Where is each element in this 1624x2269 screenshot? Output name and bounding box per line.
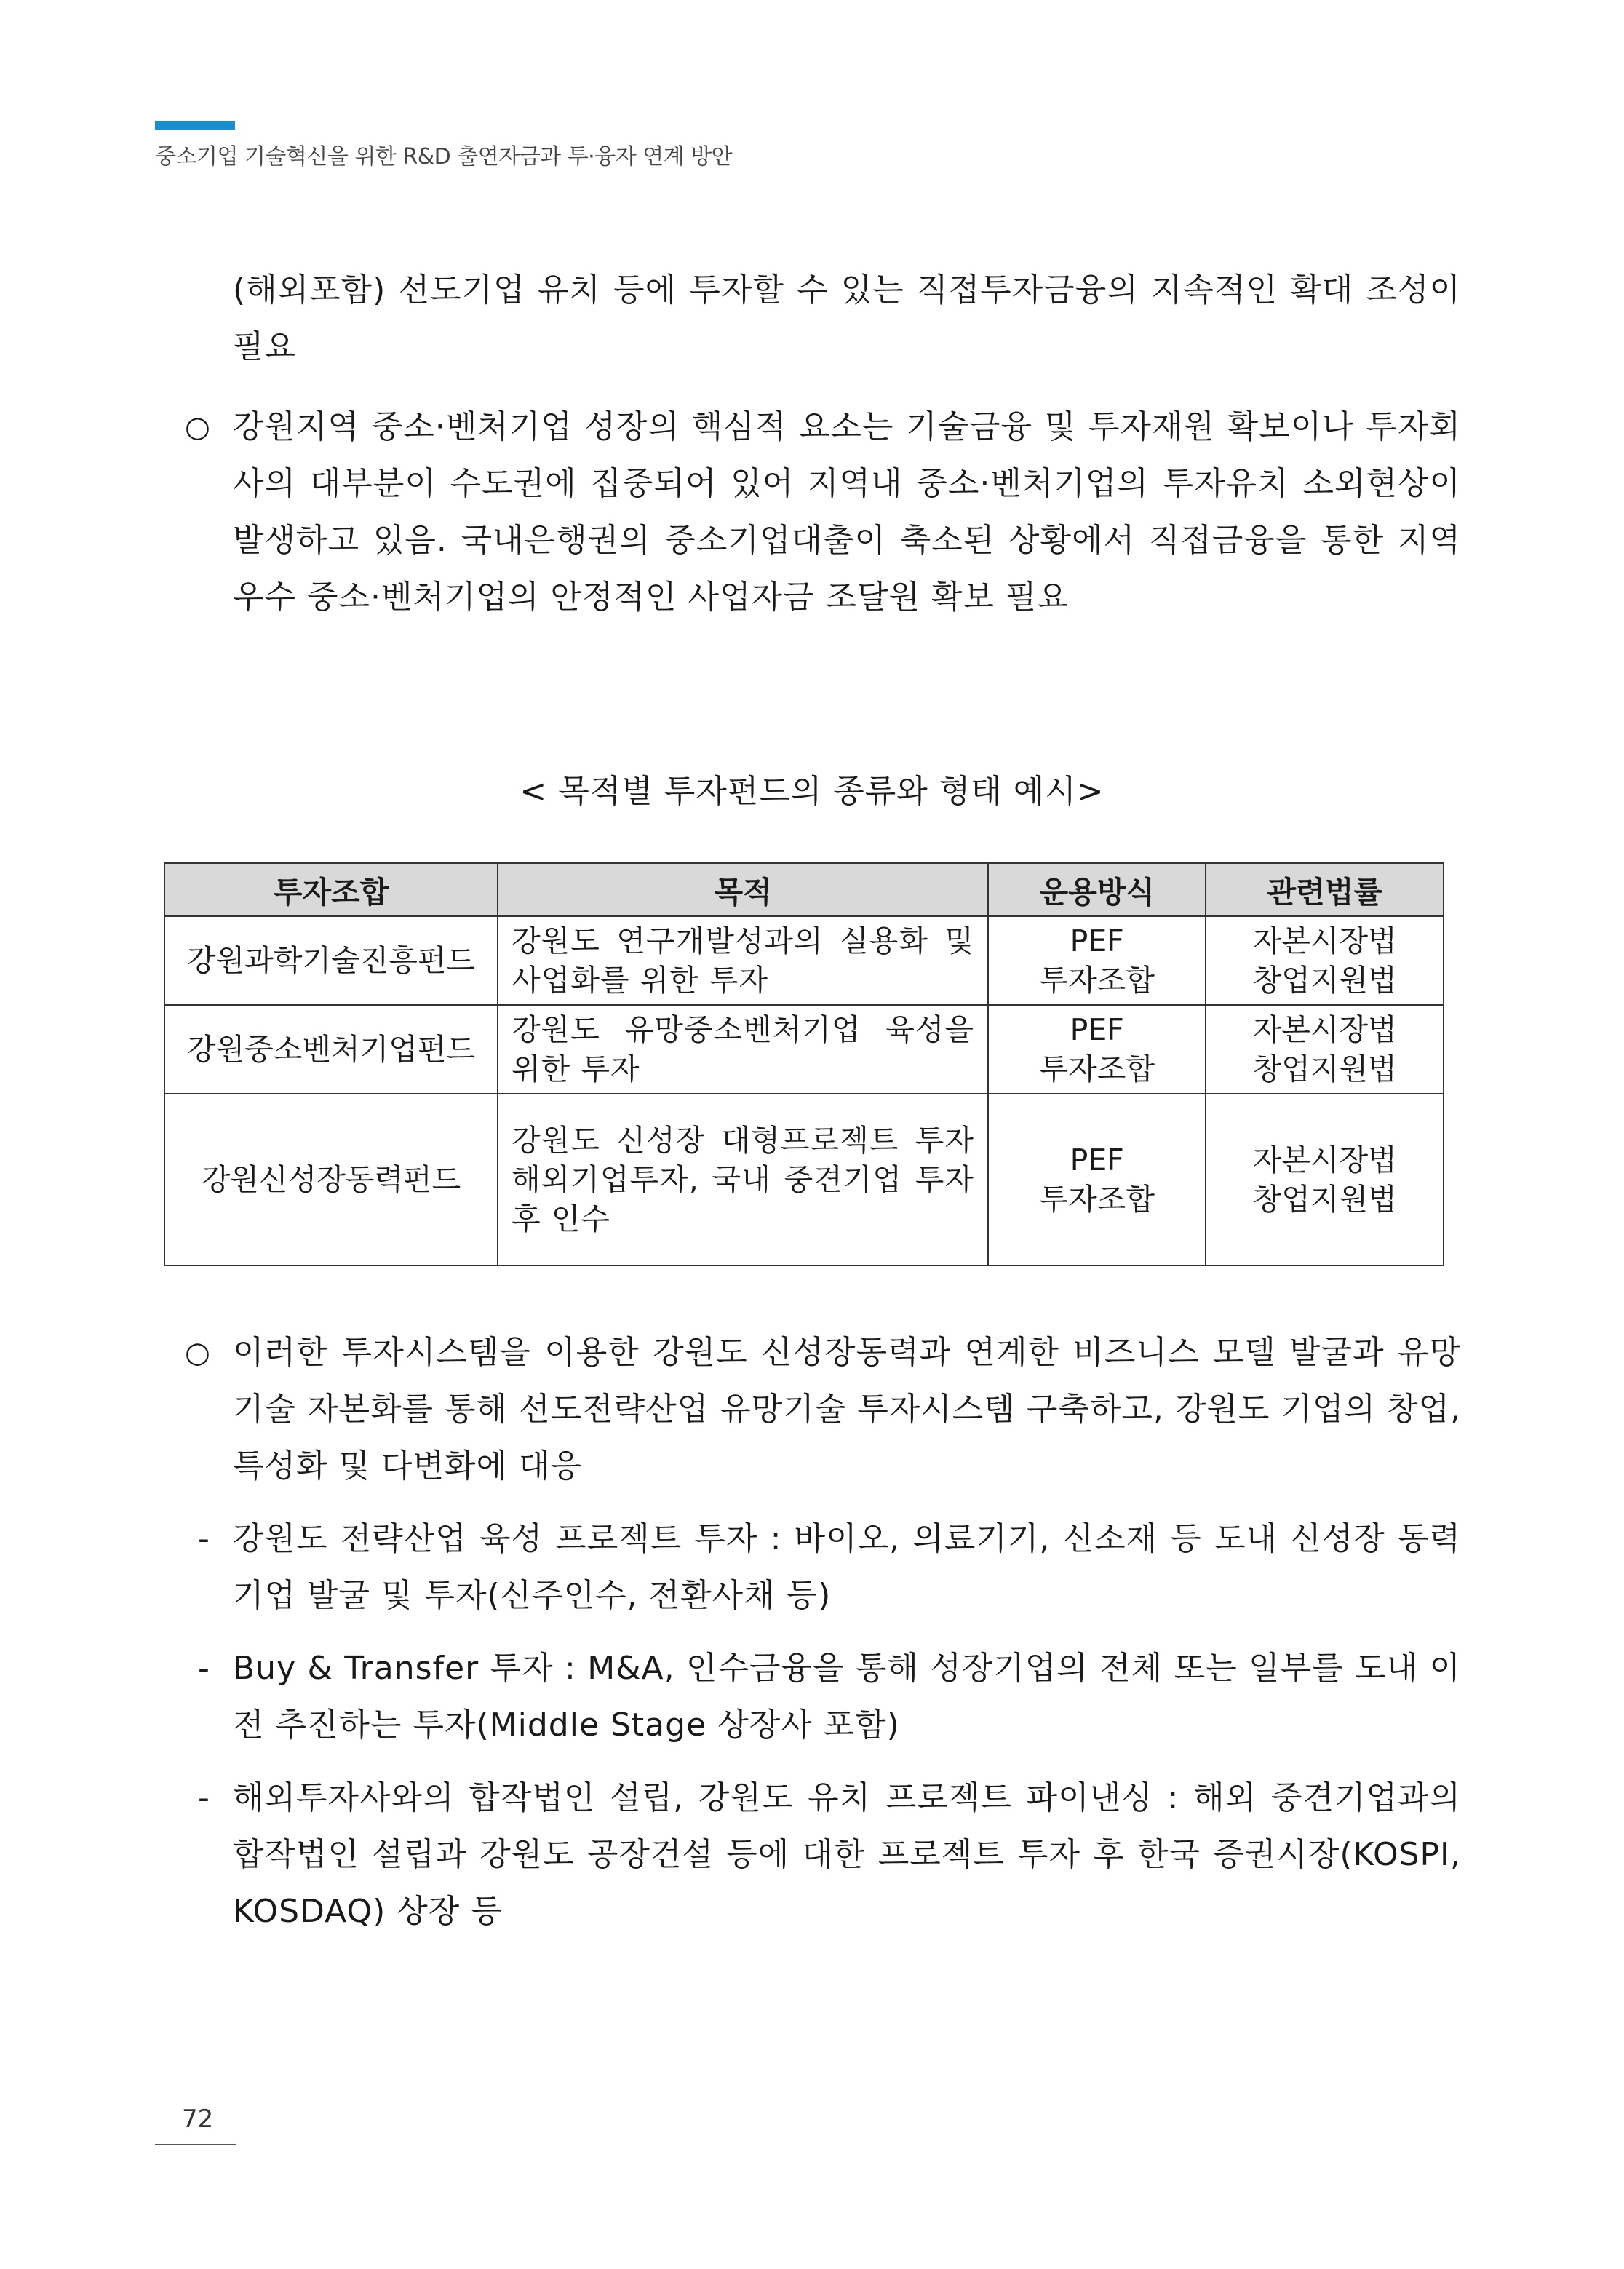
cell-purpose: 강원도 신성장 대형프로젝트 투자 해외기업투자, 국내 중견기업 투자 후 인수 xyxy=(498,1094,988,1265)
table-header-row xyxy=(164,863,1444,916)
method-form: 투자조합 xyxy=(1039,1052,1155,1086)
header-accent-bar xyxy=(155,121,235,130)
method-type: PEF xyxy=(1070,923,1124,958)
dash-item-2: Buy & Transfer 투자 : M&A, 인수금융을 통해 성장기업의 전체 또는 일부를 도내 이전 추진하는 투자(Middle Stage 상장사 포함) xyxy=(233,1650,1461,1744)
cell-law xyxy=(1206,1094,1444,1265)
cell-purpose: 강원도 연구개발성과의 실용화 및 사업화를 위한 투자 xyxy=(498,916,988,1005)
dash-marker: - xyxy=(198,1650,210,1687)
bullet-circle: ○ xyxy=(185,1336,210,1370)
th-union: 투자조합 xyxy=(164,863,498,916)
method-type: PEF xyxy=(1070,1143,1124,1177)
table-caption: < 목적별 투자펀드의 종류와 형태 예시> xyxy=(520,773,1104,810)
law-1: 자본시장법 xyxy=(1252,1012,1397,1047)
cell-method xyxy=(988,916,1206,1005)
page-number: 72 xyxy=(182,2105,214,2134)
page-number-rule xyxy=(155,2144,236,2145)
cell-purpose: 강원도 유망중소벤처기업 육성을 위한 투자 xyxy=(498,1005,988,1094)
table-row xyxy=(164,1005,1444,1094)
method-form: 투자조합 xyxy=(1039,963,1155,998)
paragraph-bullet-2: 이러한 투자시스템을 이용한 강원도 신성장동력과 연계한 비즈니스 모델 발굴과 유망기술 자본화를 통해 선도전략산업 유망기술 투자시스템 구축하고, 강원도 기업의 창업, 특성화 및 다변화에 대응 xyxy=(233,1334,1461,1485)
th-purpose: 목적 xyxy=(498,863,988,916)
cell-method xyxy=(988,1005,1206,1094)
th-method: 운용방식 xyxy=(988,863,1206,916)
law-1: 자본시장법 xyxy=(1252,1143,1397,1177)
table-row xyxy=(164,916,1444,1005)
paragraph-continued: (해외포함) 선도기업 유치 등에 투자할 수 있는 직접투자금융의 지속적인 확대 조성이 필요 xyxy=(233,271,1462,365)
method-type: PEF xyxy=(1070,1012,1124,1047)
law-2: 창업지원법 xyxy=(1252,1182,1397,1217)
dash-marker: - xyxy=(198,1779,210,1816)
fund-table xyxy=(164,862,1444,1266)
cell-method xyxy=(988,1094,1206,1265)
paragraph-bullet-1: 강원지역 중소·벤처기업 성장의 핵심적 요소는 기술금융 및 투자재원 확보이나 투자회사의 대부분이 수도권에 집중되어 있어 지역내 중소·벤처기업의 투자유치 소외현상이 발생하고 있음. 국내은행권의 중소기업대출이 축소된 상황에서 직접금융을 통한 지역 우수 중소·벤처기업의 안정적인 사업자금 조달원 확보 필요 xyxy=(233,408,1461,616)
cell-fund-name: 강원중소벤처기업펀드 xyxy=(164,1005,498,1094)
running-header: 중소기업 기술혁신을 위한 R&D 출연자금과 투·융자 연계 방안 xyxy=(155,144,733,170)
th-law: 관련법률 xyxy=(1206,863,1444,916)
dash-item-1: 강원도 전략산업 육성 프로젝트 투자 : 바이오, 의료기기, 신소재 등 도내 신성장 동력기업 발굴 및 투자(신주인수, 전환사채 등) xyxy=(233,1520,1461,1614)
bullet-circle: ○ xyxy=(185,410,210,444)
cell-fund-name: 강원신성장동력펀드 xyxy=(164,1094,498,1265)
law-2: 창업지원법 xyxy=(1252,963,1397,998)
dash-marker: - xyxy=(198,1520,210,1557)
method-form: 투자조합 xyxy=(1039,1182,1155,1217)
dash-item-3: 해외투자사와의 합작법인 설립, 강원도 유치 프로젝트 파이낸싱 : 해외 중견기업과의 합작법인 설립과 강원도 공장건설 등에 대한 프로젝트 투자 후 한국 증권시장(KOSPI, KOSDAQ) 상장 등 xyxy=(233,1779,1461,1930)
law-1: 자본시장법 xyxy=(1252,923,1397,958)
law-2: 창업지원법 xyxy=(1252,1052,1397,1086)
cell-law xyxy=(1206,1005,1444,1094)
cell-law xyxy=(1206,916,1444,1005)
table-row xyxy=(164,1094,1444,1265)
cell-fund-name: 강원과학기술진흥펀드 xyxy=(164,916,498,1005)
